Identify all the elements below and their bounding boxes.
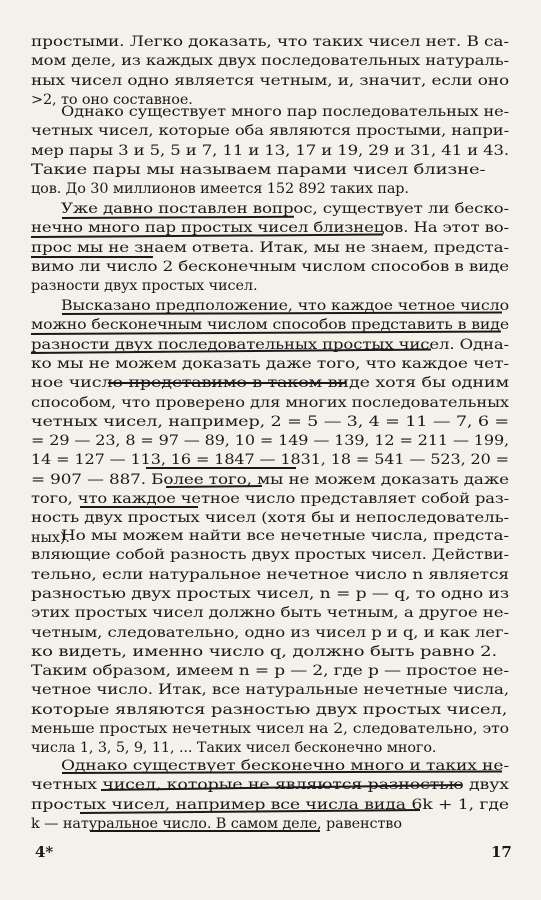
text-line: Таким образом, имеем n = p — 2, где p — простое не-	[31, 663, 509, 680]
text-line: вимо ли число 2 бесконечным числом способов в виде	[31, 258, 510, 275]
pen-underline	[80, 506, 198, 508]
text-line: четных чисел, например, 2 = 5 — 3, 4 = 11 — 7, 6 =	[31, 413, 509, 430]
text-line: мом деле, из каждых двух последовательных натураль-	[31, 53, 509, 70]
text-line: = 907 — 887. Более того, мы не можем доказать даже	[31, 471, 509, 488]
signature-mark: 4*	[35, 843, 54, 861]
pen-underline	[146, 467, 296, 469]
text-line: тельно, если натуральное нечетное число n является	[31, 566, 509, 583]
text-line: четное число. Итак, все натуральные нечетные числа,	[31, 682, 509, 699]
text-line: Но мы можем найти все нечетные числа, предста-	[61, 528, 509, 544]
text-line: >2, то оно составное.	[31, 91, 193, 108]
page-number: 17	[491, 843, 512, 861]
text-line: ко мы не можем доказать даже того, что каждое чет-	[31, 355, 509, 372]
text-line: ность двух простых чисел (хотя бы и непоследователь-	[31, 510, 510, 527]
text-line: Высказано предположение, что каждое четное число	[61, 298, 509, 314]
text-line: Однако существует много пар последовательных не-	[61, 104, 509, 120]
text-line: ных).	[31, 529, 70, 546]
text-line: меньше простых нечетных чисел на 2, следовательно, это	[31, 721, 510, 737]
text-line: вляющие собой разность двух простых чисел. Действи-	[31, 547, 509, 564]
text-line: четных чисел, которые оба являются простыми, напри-	[31, 123, 509, 140]
text-line: способом, что проверено для многих последовательных	[31, 394, 510, 411]
pen-strikethrough	[108, 382, 346, 384]
text-line: разности двух последовательных простых чисел. Одна-	[31, 336, 509, 353]
text-line: 14 = 127 — 113, 16 = 1847 — 1831, 18 = 541 — 523, 20 =	[31, 452, 509, 469]
text-line: k — натуральное число. В самом деле, равенство	[31, 815, 402, 832]
text-line: разностью двух простых чисел, n = p — q, то одно из	[31, 585, 509, 602]
text-line: ко видеть, именно число q, должно быть равно 2.	[31, 643, 498, 660]
text-line: Однако существует бесконечно много и таких не-	[61, 758, 509, 774]
text-line: этих простых чисел должно быть четным, а другое не-	[31, 605, 509, 622]
text-line: Уже давно поставлен вопрос, существует ли беско-	[61, 201, 509, 217]
text-line: мер пары 3 и 5, 5 и 7, 11 и 13, 17 и 19, 29 и 31, 41 и 43.	[31, 142, 509, 159]
text-line: простых чисел, например все числа вида 6k + 1, где	[31, 796, 509, 813]
text-line: которые являются разностью двух простых чисел,	[31, 701, 508, 718]
text-line: простыми. Легко доказать, что таких чисел нет. В са-	[31, 34, 509, 50]
text-line: разности двух простых чисел.	[31, 278, 258, 295]
text-line: Такие пары мы называем парами чисел близне-	[31, 161, 486, 178]
pen-underline	[31, 256, 153, 258]
text-line: четных чисел, которые не являются разностью двух	[31, 777, 509, 794]
text-line: ное число представимо в таком виде хотя бы одним	[31, 375, 509, 392]
text-line: можно бесконечным числом способов представить в виде	[31, 317, 509, 334]
text-line: числа 1, 3, 5, 9, 11, ... Таких чисел бесконечно много.	[31, 740, 437, 757]
text-line: цов. До 30 миллионов имеется 152 892 таких пар.	[31, 181, 409, 198]
text-line: прос мы не знаем ответа. Итак, мы не знаем, предста-	[31, 239, 509, 256]
text-line: ных чисел одно является четным, и, значит, если оно	[31, 72, 509, 89]
text-line: четным, следовательно, одно из чисел p и q, и как лег-	[31, 624, 509, 641]
text-line: = 29 — 23, 8 = 97 — 89, 10 = 149 — 139, 12 = 211 — 199,	[31, 433, 510, 450]
pen-underline	[90, 830, 320, 832]
text-line: нечно много пар простых чисел близнецов. На этот во-	[31, 220, 509, 237]
text-line: того, что каждое четное число представляет собой раз-	[31, 491, 509, 507]
